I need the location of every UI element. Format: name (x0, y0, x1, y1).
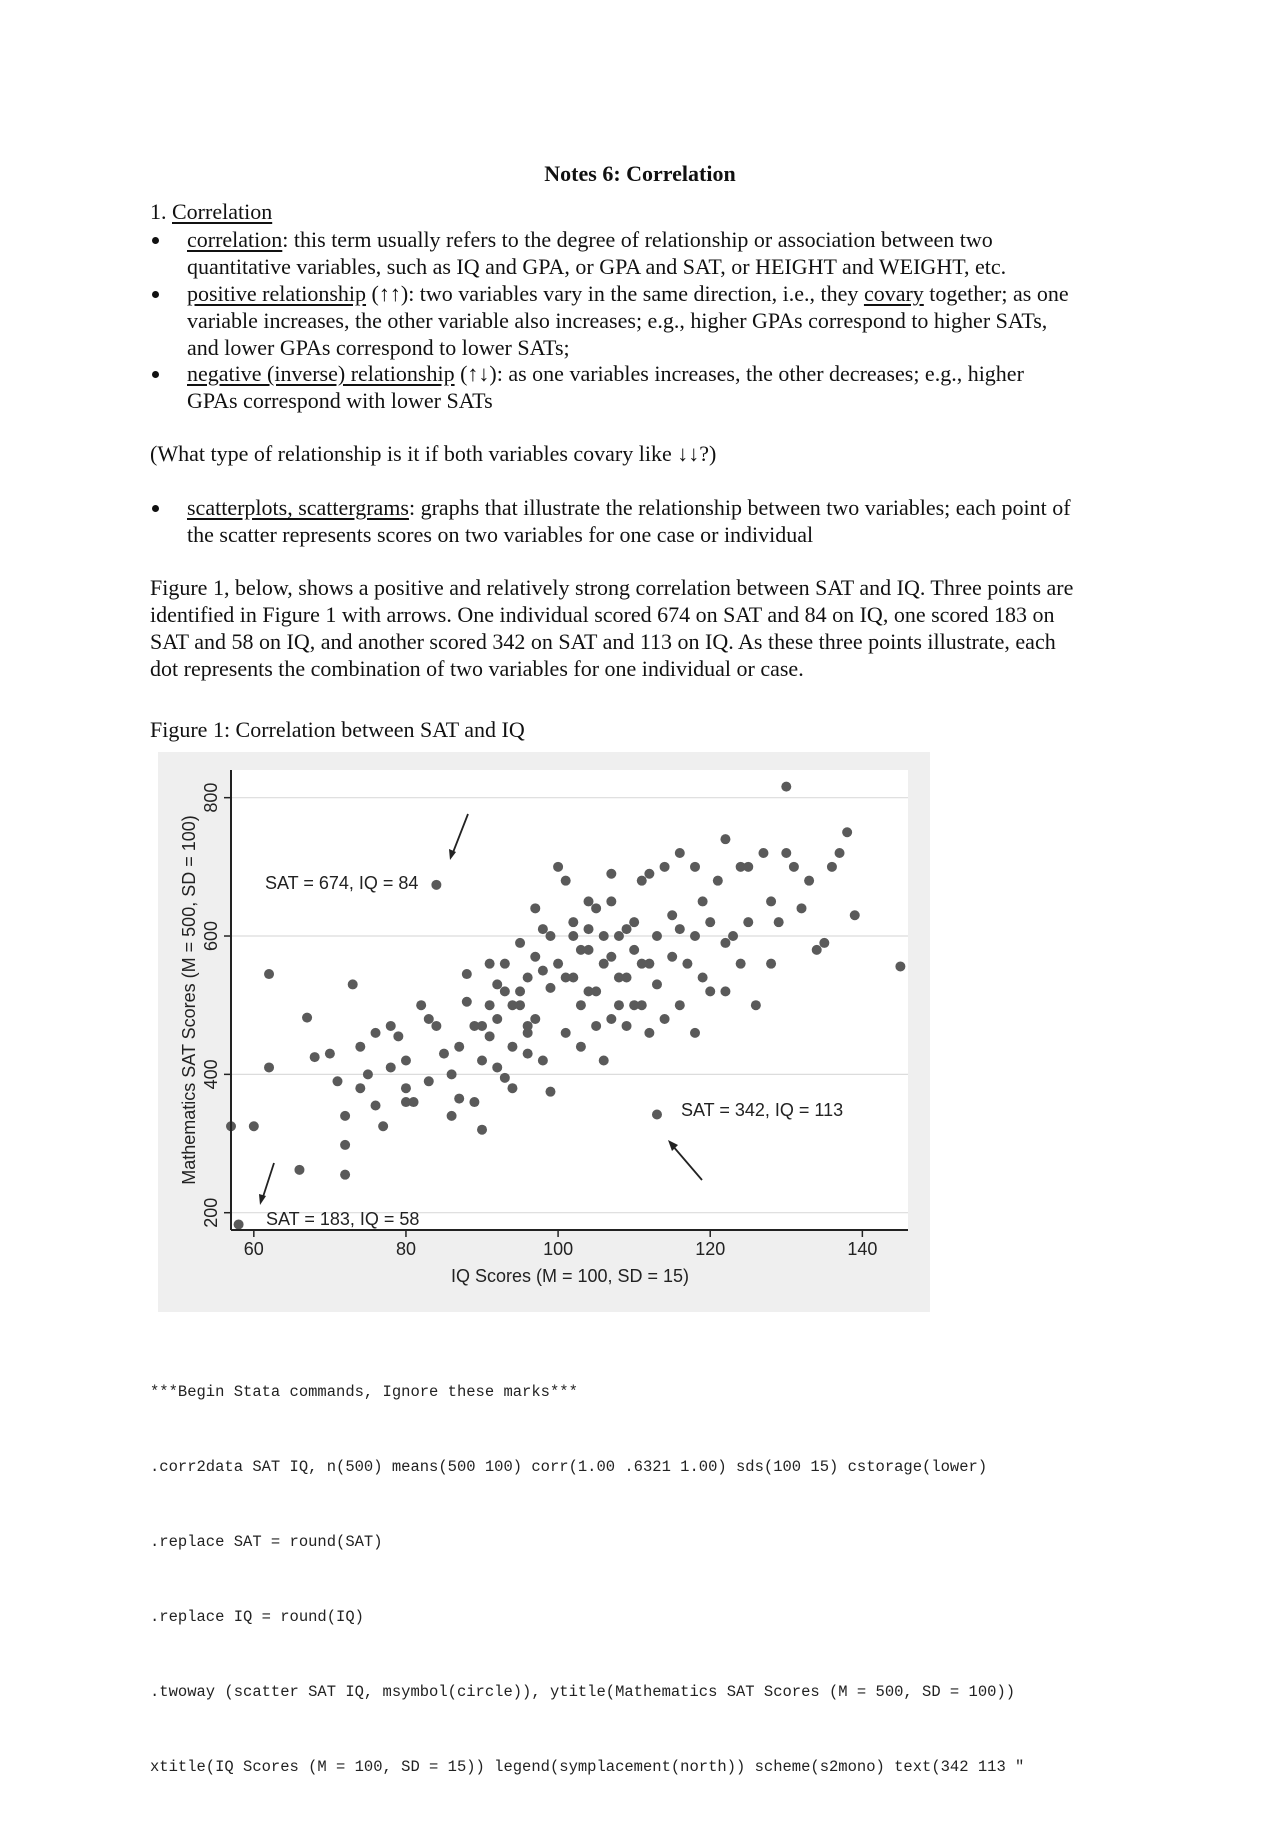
scatter-point (462, 997, 472, 1007)
scatter-point (401, 1097, 411, 1107)
scatter-point (386, 1062, 396, 1072)
scatter-point (599, 931, 609, 941)
y-tick-label: 800 (201, 782, 221, 813)
scatter-point (447, 1069, 457, 1079)
scatter-point (249, 1121, 259, 1131)
scatter-point (591, 903, 601, 913)
scatter-point (523, 1049, 533, 1059)
code-line: xtitle(IQ Scores (M = 100, SD = 15)) legend(symplacement(north)) scheme(s2mono) text(342 113 " (150, 1758, 1025, 1776)
scatter-point (629, 1000, 639, 1010)
scatter-point (507, 1042, 517, 1052)
scatter-point (675, 1000, 685, 1010)
scatter-point (485, 1000, 495, 1010)
scatter-point (584, 924, 594, 934)
scatter-point (743, 917, 753, 927)
y-tick-label: 600 (201, 920, 221, 952)
scatter-point (568, 917, 578, 927)
x-axis-ticks (244, 1230, 878, 1259)
scatter-point (477, 1125, 487, 1135)
scatter-point (523, 973, 533, 983)
scatter-figure (158, 752, 930, 1312)
scatter-point (424, 1076, 434, 1086)
scatter-point (576, 945, 586, 955)
scatter-point (774, 917, 784, 927)
scatter-point (637, 876, 647, 886)
scatter-point (599, 1056, 609, 1066)
x-tick-label: 100 (543, 1239, 574, 1259)
scatter-point (264, 1062, 274, 1072)
scatter-point (431, 880, 441, 890)
figure-description-paragraph: Figure 1, below, shows a positive and relatively strong correlation between SAT and IQ. Three points are identified in Figure 1 with arrows. One individual scored 674 on SAT and 84 on IQ, one scored 183 on SAT and 58 on IQ, and another scored 342 on SAT and 113 on IQ. As these three points illustrate, each dot represents the combination of two variables for one individual or case. (150, 575, 1074, 681)
y-axis-ticks (201, 783, 231, 1228)
scatter-point (713, 876, 723, 886)
scatter-point (584, 896, 594, 906)
scatter-point (302, 1013, 312, 1023)
scatter-point (355, 1042, 365, 1052)
scatter-point (545, 983, 555, 993)
page-title: Notes 6: Correlation (544, 161, 736, 186)
scatter-point (348, 979, 358, 989)
scatter-point (766, 896, 776, 906)
scatter-point (416, 1000, 426, 1010)
scatter-point (363, 1069, 373, 1079)
scatter-point (264, 969, 274, 979)
scatter-point (530, 1014, 540, 1024)
scatter-point (485, 959, 495, 969)
scatter-point (424, 1014, 434, 1024)
scatter-point (393, 1031, 403, 1041)
scatter-point (644, 869, 654, 879)
scatter-point (545, 931, 555, 941)
scatter-point (538, 1056, 548, 1066)
scatter-point (614, 931, 624, 941)
scatter-point (515, 938, 525, 948)
scatter-point (660, 1014, 670, 1024)
term-negative-relationship: negative (inverse) relationship (187, 361, 455, 386)
scatter-point (553, 959, 563, 969)
scatter-point (507, 1000, 517, 1010)
scatter-point (660, 862, 670, 872)
scatter-point (705, 917, 715, 927)
scatter-point (500, 959, 510, 969)
scatter-point (789, 862, 799, 872)
code-line: ***Begin Stata commands, Ignore these marks*** (150, 1383, 578, 1401)
scatter-point (637, 959, 647, 969)
scatter-point (545, 1087, 555, 1097)
term-positive-relationship: positive relationship (187, 281, 367, 306)
scatter-point (606, 896, 616, 906)
scatter-point (591, 1021, 601, 1031)
annotation-label-674: SAT = 674, IQ = 84 (265, 873, 419, 893)
scatter-point (340, 1140, 350, 1150)
scatter-point (781, 782, 791, 792)
x-tick-label: 120 (695, 1239, 726, 1259)
scatter-point (698, 896, 708, 906)
annotation-label-342: SAT = 342, IQ = 113 (681, 1100, 844, 1120)
scatter-point (561, 876, 571, 886)
scatter-point (477, 1021, 487, 1031)
scatter-point (652, 979, 662, 989)
scatter-point (355, 1083, 365, 1093)
code-line: .replace SAT = round(SAT) (150, 1533, 383, 1551)
code-line: .twoway (scatter SAT IQ, msymbol(circle)), ytitle(Mathematics SAT Scores (M = 500, SD = 100)) (150, 1683, 1016, 1701)
term-correlation: correlation (187, 227, 283, 252)
scatter-point (492, 1062, 502, 1072)
scatter-point (720, 834, 730, 844)
scatter-point (827, 862, 837, 872)
scatter-point (340, 1170, 350, 1180)
scatter-point (332, 1076, 342, 1086)
scatter-point (819, 938, 829, 948)
term-scatterplots: scatterplots, scattergrams (187, 495, 409, 520)
scatter-point (599, 959, 609, 969)
scatter-point (523, 1028, 533, 1038)
y-tick-label: 400 (201, 1059, 221, 1090)
question-text: (What type of relationship is it if both variables covary like ↓↓?) (150, 441, 717, 466)
scatter-point (728, 931, 738, 941)
scatter-point (530, 952, 540, 962)
scatter-point (401, 1083, 411, 1093)
scatter-point (606, 952, 616, 962)
x-tick-label: 60 (243, 1239, 264, 1259)
plot-area (231, 770, 908, 1230)
scatter-point (378, 1121, 388, 1131)
scatter-point (766, 959, 776, 969)
scatter-point (401, 1056, 411, 1066)
scatter-point (804, 876, 814, 886)
scatter-point (431, 1021, 441, 1031)
y-axis-label: Mathematics SAT Scores (M = 500, SD = 100) (179, 815, 199, 1185)
section-heading-text: Correlation (172, 199, 273, 224)
scatter-point (234, 1219, 244, 1229)
x-tick-label: 140 (847, 1239, 878, 1259)
scatter-point (515, 986, 525, 996)
scatter-point (310, 1052, 320, 1062)
scatter-point (736, 959, 746, 969)
scatter-point (797, 903, 807, 913)
scatter-point (652, 1109, 662, 1119)
term-covary: covary (863, 281, 924, 306)
scatter-point (340, 1111, 350, 1121)
scatter-point (622, 924, 632, 934)
scatter-point (500, 1073, 510, 1083)
scatter-point (606, 1014, 616, 1024)
x-axis-label: IQ Scores (M = 100, SD = 15) (450, 1266, 690, 1286)
scatter-point (538, 966, 548, 976)
scatter-point (652, 931, 662, 941)
scatter-point (538, 924, 548, 934)
scatter-point (644, 1028, 654, 1038)
scatter-point (720, 986, 730, 996)
scatter-point (835, 848, 845, 858)
scatter-point (386, 1021, 396, 1031)
scatter-point (371, 1028, 381, 1038)
scatter-point (698, 973, 708, 983)
scatter-point (325, 1049, 335, 1059)
scatter-point (492, 979, 502, 989)
scatter-point (469, 1097, 479, 1107)
scatter-point (743, 862, 753, 872)
scatter-point (675, 848, 685, 858)
scatter-point (576, 1042, 586, 1052)
scatter-point (454, 1094, 464, 1104)
document-page: Notes 6: Correlation 1. Correlation correlation: this term usually refers to the degree of relationship or association between two quantitative variables, such as IQ and GPA, or GPA and SAT, or HEIGHT and WEIGHT, etc. positive relationship (↑↑): two variables vary in the same direction, i.e., they covary together; as one variable increases, the other variable also increases; e.g., higher GPAs correspond to higher SATs, and lower GPAs correspond to lower SATs; negative (inverse) relationship (↑↓): as one variables increases, the other decreases; e.g., higher GPAs correspond with lower SATs (What type of relationship is it if both variables covary like ↓↓?) scatterplots, scattergrams: graphs that illustrate the relationship between two variables; each point of the scatter represents scores on two variables for one case or individual Figure 1, below, shows a positive and relatively strong correlation between SAT and IQ. Three points are identified in Figure 1 with arrows. One individual scored 674 on SAT and 84 on IQ, one scored 183 on SAT and 58 on IQ, and another scored 342 on SAT and 113 on IQ. As these three points illustrate, each dot represents the combination of two variables for one individual or case. Figure 1: Correlation between SAT and IQ 60 80 100 120 140 200 400 600 800 IQ Scores (M = 100, SD = 15) Mathematics SAT Scores (M = 500, SD = 100) SAT = 674, IQ = 84 SAT = 183, IQ = 58 SAT = 342, IQ = 113 ***Begin Stata commands, Ignore these marks*** .corr2data SAT IQ, n(500) means(500 100) corr(1.00 .6321 1.00) sds(100 15) cstorage(lower) .replace SAT = round(SAT) .replace IQ = round(IQ) .twoway (scatter SAT IQ, msymbol(circle)), ytitle(Mathematics SAT Scores (M = 500, SD = 100)) xtitle(IQ Scores (M = 100, SD = 15)) legend(symplacement(north)) scheme(s2mono) text(342 113 " (0, 0, 1280, 1656)
code-line: .corr2data SAT IQ, n(500) means(500 100) corr(1.00 .6321 1.00) sds(100 15) cstorage(lower) (150, 1458, 988, 1476)
scatter-point (614, 973, 624, 983)
scatter-point (751, 1000, 761, 1010)
scatter-point (781, 848, 791, 858)
scatter-point (477, 1056, 487, 1066)
scatter-point (690, 862, 700, 872)
scatter-point (675, 924, 685, 934)
scatter-point (667, 910, 677, 920)
scatter-point (576, 1000, 586, 1010)
figure-caption: Figure 1: Correlation between SAT and IQ (150, 717, 525, 742)
annotation-label-183: SAT = 183, IQ = 58 (266, 1209, 420, 1229)
scatter-point (553, 862, 563, 872)
scatter-point (530, 903, 540, 913)
scatter-point (568, 973, 578, 983)
scatter-point (462, 969, 472, 979)
scatter-point (568, 931, 578, 941)
x-tick-label: 80 (395, 1239, 416, 1259)
scatter-point (447, 1111, 457, 1121)
scatter-point (690, 931, 700, 941)
scatter-point (667, 952, 677, 962)
scatter-point (705, 986, 715, 996)
scatter-point (690, 1028, 700, 1038)
scatter-point (507, 1083, 517, 1093)
scatter-point (500, 986, 510, 996)
section-heading (150, 198, 1160, 225)
scatter-point (294, 1165, 304, 1175)
scatter-point (622, 1021, 632, 1031)
scatter-chart (158, 752, 930, 1312)
scatter-point (895, 961, 905, 971)
scatter-point (492, 1014, 502, 1024)
section-number: 1. (150, 199, 167, 224)
stata-code-block (150, 1330, 1260, 1830)
scatter-point (629, 917, 639, 927)
scatter-point (561, 1028, 571, 1038)
scatter-point (758, 848, 768, 858)
scatter-point (606, 869, 616, 879)
scatter-point (454, 1042, 464, 1052)
code-line: .replace IQ = round(IQ) (150, 1608, 364, 1626)
scatter-point (439, 1049, 449, 1059)
scatter-point (812, 945, 822, 955)
scatter-point (682, 959, 692, 969)
scatter-point (629, 945, 639, 955)
scatter-point (842, 827, 852, 837)
scatter-point (591, 986, 601, 996)
y-tick-label: 200 (201, 1197, 221, 1228)
scatter-point (850, 910, 860, 920)
scatter-point (614, 1000, 624, 1010)
scatter-point (485, 1031, 495, 1041)
scatter-point (371, 1100, 381, 1110)
scatter-point (720, 938, 730, 948)
